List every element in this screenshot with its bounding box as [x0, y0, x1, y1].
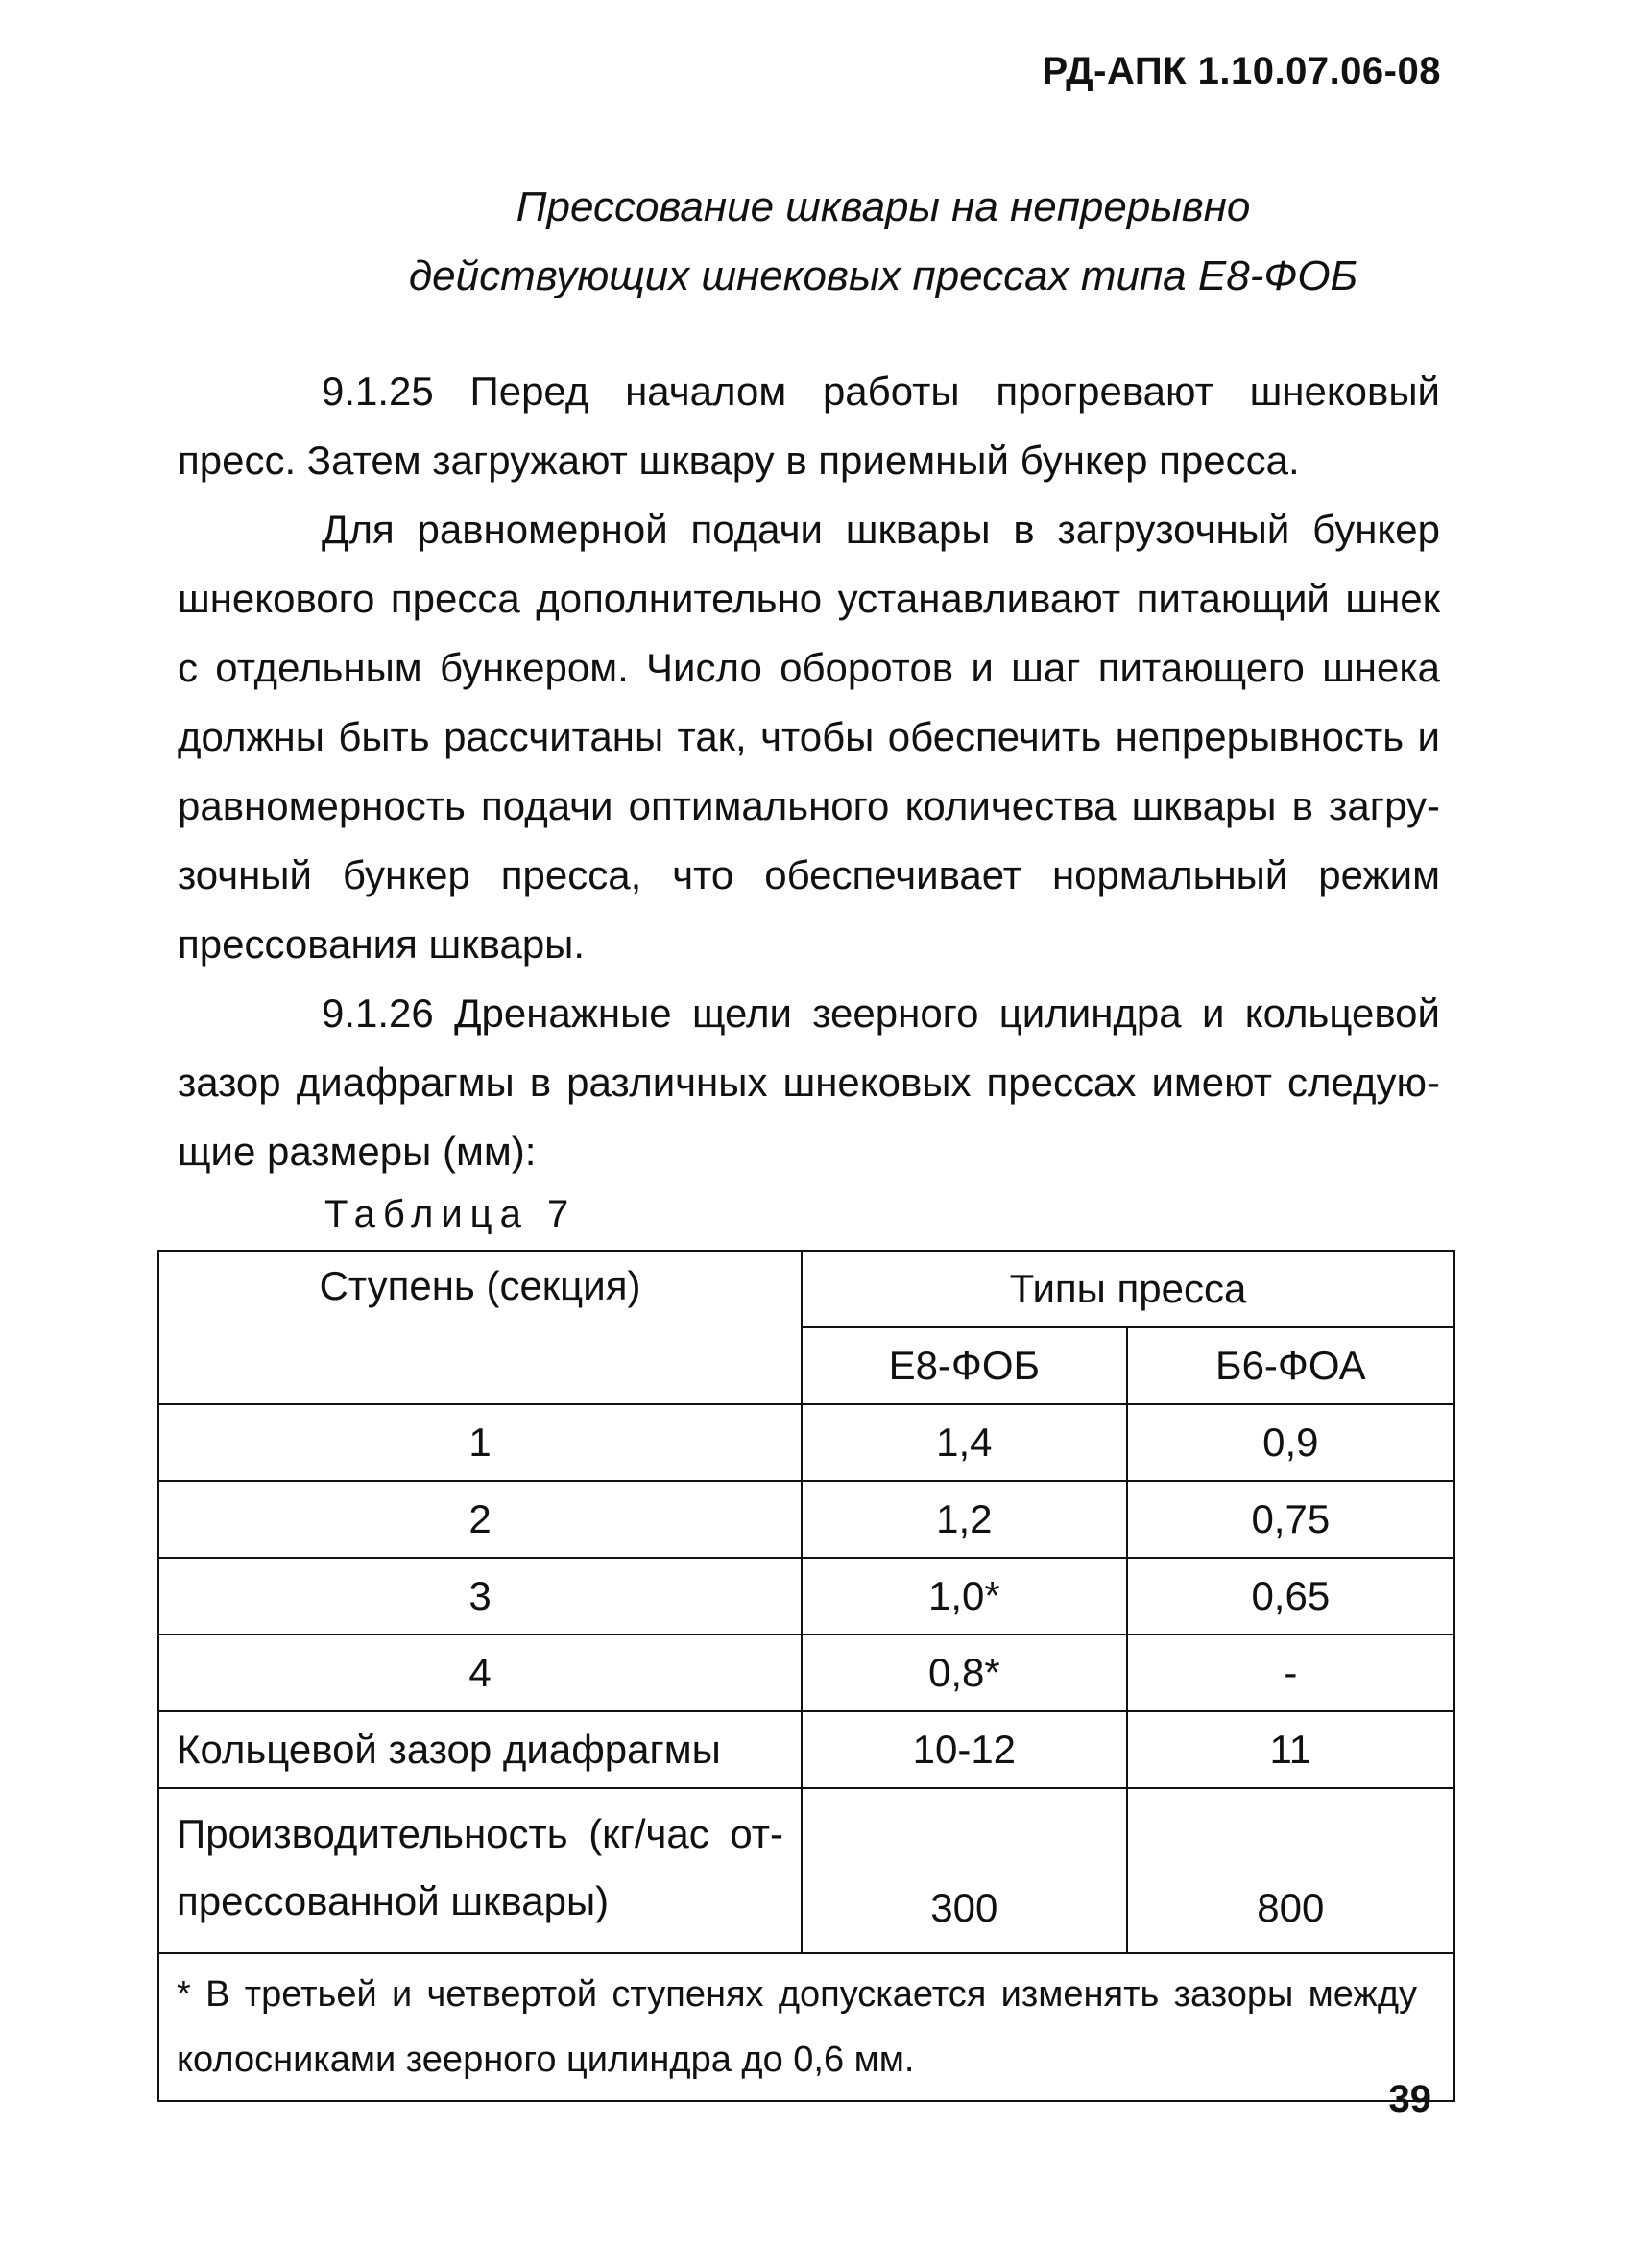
- cell-b6-foa: 0,75: [1127, 1481, 1454, 1558]
- table-row: [158, 1788, 1454, 1953]
- cell-stage: 2: [158, 1481, 802, 1558]
- paragraph-feed-screw: Для равномерной подачи шквары в загрузочный бункер шнекового пресса дополнительно устанавливают питающий шнек с отдельным бункером. Число оборотов и шаг питающего шнека должны быть рассчитаны так, чтобы обеспечить непрерывность и равномерность подачи оптимального количества шквары в загрузочный бункер пресса, что обеспечивает нормальный режим прессования шквары.: [178, 507, 1440, 967]
- column-header-press-types: Типы пресса: [802, 1251, 1454, 1327]
- cell-stage: 1: [158, 1404, 802, 1481]
- cell-b6-foa: 0,65: [1127, 1558, 1454, 1635]
- cell-b6-foa: 0,9: [1127, 1404, 1454, 1481]
- cell-stage: Производительность (кг/час отпрессованной шквары): [158, 1788, 802, 1953]
- section-title-line-2: действующих шнековых прессах типа Е8-ФОБ: [408, 252, 1358, 299]
- paragraph-9-1-25: 9.1.25 Перед началом работы прогревают шнековый пресс. Затем загружают шквару в приемный бункер пресса.: [178, 369, 1440, 483]
- table-footnote-row: [158, 1953, 1454, 2101]
- cell-e8-fob: 10-12: [802, 1711, 1127, 1788]
- column-header-e8-fob: Е8-ФОБ: [802, 1327, 1127, 1404]
- table-header-row: [158, 1251, 1454, 1327]
- table-row: [158, 1404, 1454, 1481]
- cell-b6-foa: 800: [1127, 1788, 1454, 1953]
- cell-e8-fob: 0,8*: [802, 1635, 1127, 1711]
- cell-b6-foa: 11: [1127, 1711, 1454, 1788]
- section-title-line-1: Прессование шквары на непрерывно: [516, 183, 1251, 230]
- column-header-stage: Ступень (секция): [158, 1251, 802, 1404]
- cell-stage: Кольцевой зазор диафрагмы: [158, 1711, 802, 1788]
- cell-stage: 3: [158, 1558, 802, 1635]
- cell-e8-fob: 1,4: [802, 1404, 1127, 1481]
- table-caption: Таблица 7: [324, 1193, 577, 1235]
- cell-stage: 4: [158, 1635, 802, 1711]
- page-number: 39: [1388, 2078, 1431, 2120]
- cell-e8-fob: 1,2: [802, 1481, 1127, 1558]
- document-code: РД-АПК 1.10.07.06-08: [1042, 50, 1441, 92]
- table-row: [158, 1711, 1454, 1788]
- paragraph-9-1-26: 9.1.26 Дренажные щели зеерного цилиндра и кольцевой зазор диафрагмы в различных шнековых прессах имеют следующие размеры (мм):: [178, 991, 1440, 1174]
- table-row: [158, 1635, 1454, 1711]
- cell-b6-foa: -: [1127, 1635, 1454, 1711]
- cell-e8-fob: 300: [802, 1788, 1127, 1953]
- column-header-b6-foa: Б6-ФОА: [1127, 1327, 1454, 1404]
- cell-e8-fob: 1,0*: [802, 1558, 1127, 1635]
- table-row: [158, 1481, 1454, 1558]
- table-row: [158, 1558, 1454, 1635]
- table-footnote: * В третьей и четвертой ступенях допускается изменять зазоры между колосниками зеерного цилиндра до 0,6 мм.: [158, 1953, 1454, 2101]
- body-text: [178, 357, 1440, 1186]
- press-gap-table: [157, 1250, 1455, 2102]
